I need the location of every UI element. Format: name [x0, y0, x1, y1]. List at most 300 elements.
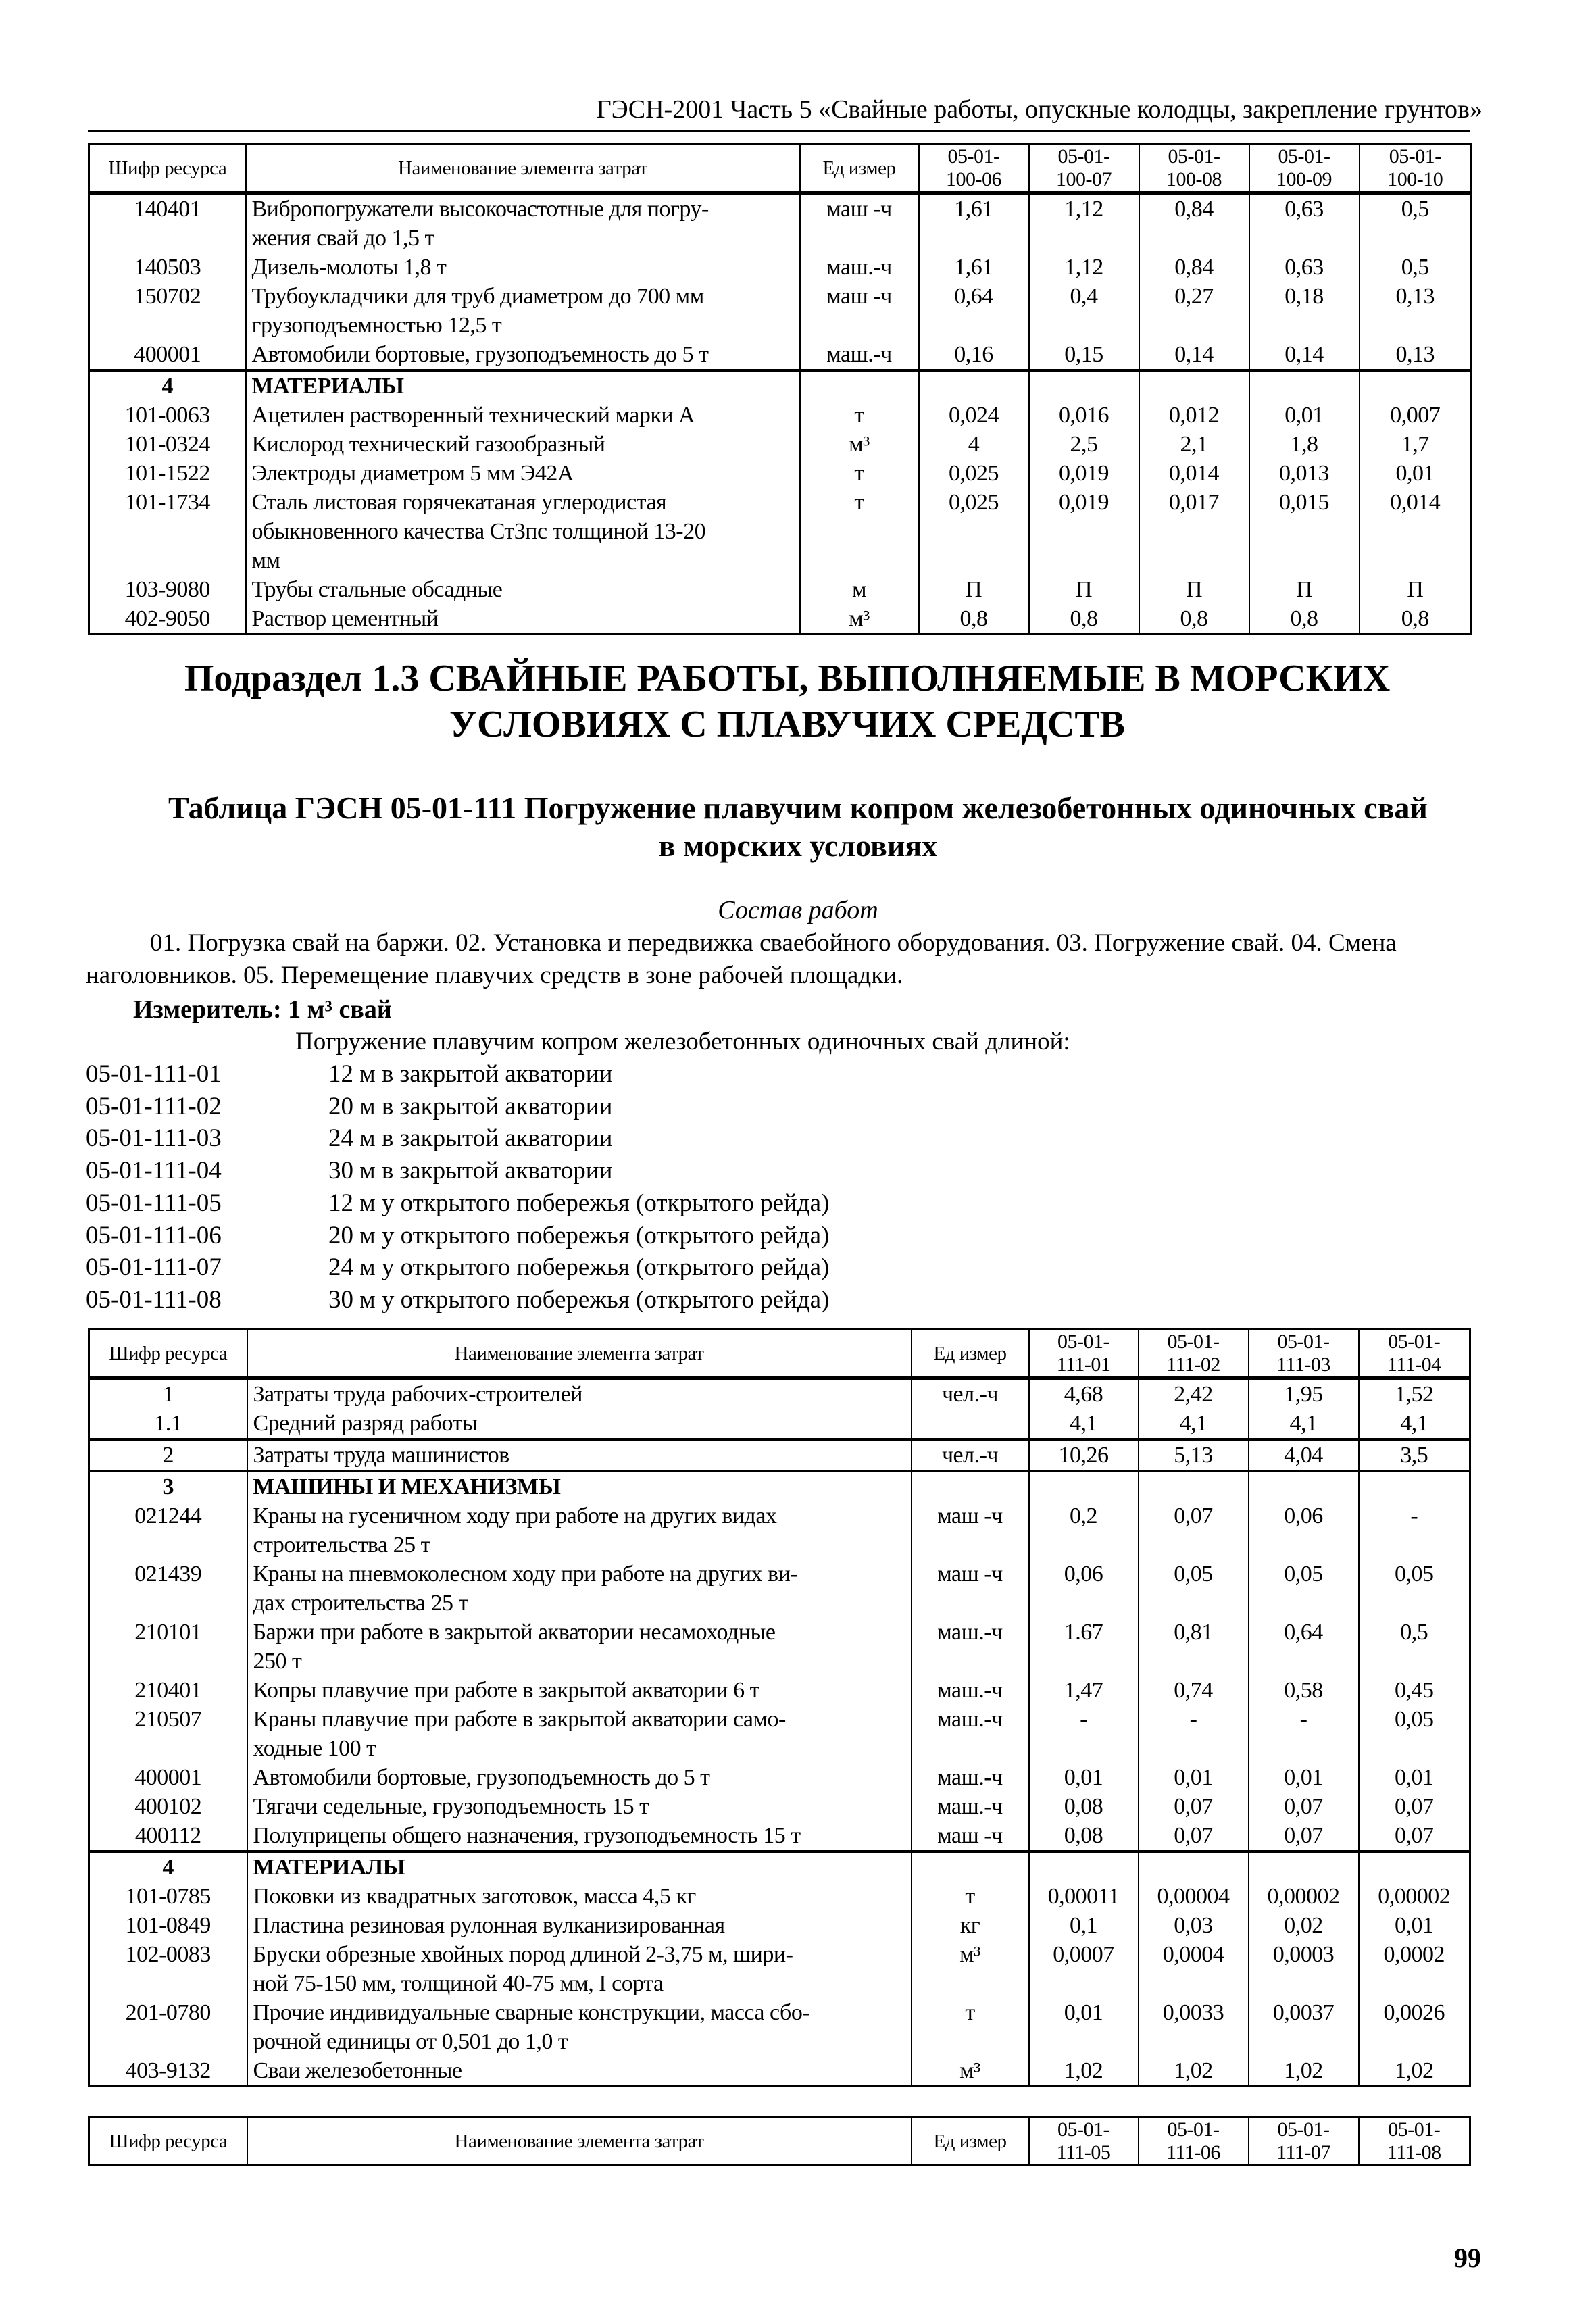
resource-name: Электроды диаметром 5 мм Э42А	[246, 459, 800, 488]
header-name: Наименование элемента затрат	[247, 2118, 912, 2166]
resource-name: Бруски обрезные хвойных пород длиной 2-3,75 м, шири- ной 75-150 мм, толщиной 40-75 мм, I сорта	[247, 1940, 912, 1998]
resource-value: 0,0026	[1359, 1998, 1470, 2056]
resource-value: 0,06	[1029, 1560, 1139, 1618]
resource-name: МАТЕРИАЛЫ	[246, 370, 800, 401]
resource-value: 0,8	[1249, 604, 1360, 634]
table-row	[89, 1439, 1470, 1471]
composition-label: Состав работ	[718, 896, 878, 924]
table-row	[89, 1792, 1470, 1821]
resource-value: 0,14	[1139, 340, 1249, 370]
resource-value: 1,7	[1360, 430, 1472, 459]
resource-unit: т	[912, 1882, 1029, 1911]
resource-code: 101-0063	[89, 401, 246, 430]
resource-value: 0,13	[1360, 282, 1472, 340]
resource-value: 0,06	[1249, 1501, 1359, 1560]
resource-name: Поковки из квадратных заготовок, масса 4,5 кг	[247, 1882, 912, 1911]
resource-value: 4	[919, 430, 1029, 459]
resource-value: 1,61	[919, 253, 1029, 282]
header-variant: 05-01- 100-07	[1029, 145, 1139, 193]
resource-value: 0,05	[1139, 1560, 1249, 1618]
table-row	[89, 1911, 1470, 1940]
resource-value	[1139, 1851, 1249, 1882]
resource-value: 0,14	[1249, 340, 1360, 370]
resource-value: 0,07	[1139, 1821, 1249, 1851]
resource-value: 0,74	[1139, 1676, 1249, 1705]
resource-name: Копры плавучие при работе в закрытой акватории 6 т	[247, 1676, 912, 1705]
variant-code: 05-01-111-05	[86, 1189, 222, 1217]
resource-name: Краны на гусеничном ходу при работе на других видах строительства 25 т	[247, 1501, 912, 1560]
resource-value: 0,01	[1359, 1911, 1470, 1940]
resource-table-111-01-04	[88, 1328, 1471, 2087]
table-row	[89, 193, 1472, 253]
resource-value: 0,5	[1360, 253, 1472, 282]
resource-code: 400001	[89, 340, 246, 370]
variant-item	[86, 1058, 829, 1091]
resource-code: 201-0780	[89, 1998, 247, 2056]
resource-unit: маш.-ч	[800, 340, 919, 370]
resource-unit: маш -ч	[800, 193, 919, 253]
resource-value: П	[1029, 575, 1139, 604]
resource-value: 0,0003	[1249, 1940, 1359, 1998]
resource-value: 0,00004	[1139, 1882, 1249, 1911]
table-header	[89, 2118, 1470, 2166]
resource-value	[1359, 1471, 1470, 1501]
resource-name: Дизель-молоты 1,8 т	[246, 253, 800, 282]
resource-value: 2,42	[1139, 1378, 1249, 1410]
resource-unit: м	[800, 575, 919, 604]
table-header	[89, 145, 1472, 193]
resource-name: Вибропогружатели высокочастотные для погру- жения свай до 1,5 т	[246, 193, 800, 253]
table-row	[89, 253, 1472, 282]
resource-code: 400112	[89, 1821, 247, 1851]
table-row	[89, 575, 1472, 604]
page-number: 99	[1454, 2243, 1481, 2273]
resource-value: 0,63	[1249, 193, 1360, 253]
resource-value: 0,014	[1360, 488, 1472, 575]
resource-code: 210507	[89, 1705, 247, 1763]
resource-value: -	[1029, 1705, 1139, 1763]
resource-value: 0,007	[1360, 401, 1472, 430]
resource-name: Тягачи седельные, грузоподъемность 15 т	[247, 1792, 912, 1821]
resource-value: 4,04	[1249, 1439, 1359, 1471]
resource-value: 0,1	[1029, 1911, 1139, 1940]
resource-value: 4,68	[1029, 1378, 1139, 1410]
subsection-title: Подраздел 1.3 СВАЙНЫЕ РАБОТЫ, ВЫПОЛНЯЕМЫЕ В МОРСКИХ УСЛОВИЯХ С ПЛАВУЧИХ СРЕДСТВ	[184, 657, 1391, 745]
resource-value: 0,16	[919, 340, 1029, 370]
resource-value: 0,8	[1360, 604, 1472, 634]
header-variant: 05-01- 111-06	[1139, 2118, 1249, 2166]
resource-value: 0,07	[1139, 1501, 1249, 1560]
resource-value: 0,013	[1249, 459, 1360, 488]
resource-value: 0,63	[1249, 253, 1360, 282]
header-variant: 05-01- 100-10	[1360, 145, 1472, 193]
table-row	[89, 1763, 1470, 1792]
resource-value: 4,1	[1359, 1409, 1470, 1439]
resource-value	[1360, 370, 1472, 401]
header-unit: Ед измер	[912, 1330, 1029, 1378]
resource-code: 140401	[89, 193, 246, 253]
variant-item	[86, 1091, 829, 1123]
resource-code: 402-9050	[89, 604, 246, 634]
table-section	[89, 193, 1472, 371]
variant-list	[86, 1058, 829, 1316]
resource-value: 3,5	[1359, 1439, 1470, 1471]
resource-unit: м³	[800, 430, 919, 459]
variant-item	[86, 1187, 829, 1220]
table-header	[89, 1330, 1470, 1378]
resource-code: 150702	[89, 282, 246, 340]
resource-value: 0,00002	[1249, 1882, 1359, 1911]
header-unit: Ед измер	[912, 2118, 1029, 2166]
resource-value: 1,02	[1359, 2056, 1470, 2087]
table-row	[89, 1821, 1470, 1851]
resource-unit: маш.-ч	[912, 1792, 1029, 1821]
resource-value: 0,58	[1249, 1676, 1359, 1705]
resource-value	[1139, 1471, 1249, 1501]
resource-value: 1,52	[1359, 1378, 1470, 1410]
resource-value: 0,84	[1139, 193, 1249, 253]
resource-value: 0,07	[1249, 1821, 1359, 1851]
resource-value: 0,4	[1029, 282, 1139, 340]
resource-value: 0,019	[1029, 488, 1139, 575]
resource-unit: м³	[912, 2056, 1029, 2087]
header-unit: Ед измер	[800, 145, 919, 193]
resource-value: 0,0007	[1029, 1940, 1139, 1998]
header-code: Шифр ресурса	[89, 1330, 247, 1378]
resource-code: 2	[89, 1439, 247, 1471]
resource-value: 0,025	[919, 488, 1029, 575]
resource-value: 0,8	[1139, 604, 1249, 634]
resource-unit: т	[800, 459, 919, 488]
resource-unit: т	[800, 488, 919, 575]
resource-value: 0,5	[1359, 1618, 1470, 1676]
resource-table-111-05-08-header	[88, 2116, 1471, 2166]
resource-value: 0,01	[1029, 1763, 1139, 1792]
header-variant: 05-01- 111-03	[1249, 1330, 1359, 1378]
variant-description: 20 м в закрытой акватории	[328, 1092, 613, 1120]
resource-value: 1,02	[1029, 2056, 1139, 2087]
resource-value	[1249, 1851, 1359, 1882]
table-row	[89, 1705, 1470, 1763]
resource-unit: маш.-ч	[912, 1705, 1029, 1763]
resource-unit: т	[800, 401, 919, 430]
resource-value: 0,01	[1249, 1763, 1359, 1792]
resource-code: 400102	[89, 1792, 247, 1821]
resource-unit: т	[912, 1998, 1029, 2056]
variant-code: 05-01-111-03	[86, 1124, 222, 1153]
resource-unit: чел.-ч	[912, 1378, 1029, 1410]
table-section	[89, 1851, 1470, 2087]
variant-item	[86, 1251, 829, 1284]
resource-value: 0,017	[1139, 488, 1249, 575]
resource-value: 0,13	[1360, 340, 1472, 370]
resource-value: 0,07	[1249, 1792, 1359, 1821]
table-row	[89, 1409, 1470, 1439]
resource-value: 1,12	[1029, 253, 1139, 282]
resource-name: Пластина резиновая рулонная вулканизированная	[247, 1911, 912, 1940]
resource-value: 0,27	[1139, 282, 1249, 340]
header-variant: 05-01- 111-01	[1029, 1330, 1139, 1378]
resource-value: 0,81	[1139, 1618, 1249, 1676]
resource-code: 210101	[89, 1618, 247, 1676]
resource-value: 1,47	[1029, 1676, 1139, 1705]
resource-unit: маш.-ч	[800, 253, 919, 282]
resource-unit: маш -ч	[912, 1560, 1029, 1618]
table-row	[89, 459, 1472, 488]
resource-value: 1,61	[919, 193, 1029, 253]
resource-value: 0,02	[1249, 1911, 1359, 1940]
resource-value: 0,0002	[1359, 1940, 1470, 1998]
resource-value: 0,18	[1249, 282, 1360, 340]
resource-value: 1.67	[1029, 1618, 1139, 1676]
table-row	[89, 1471, 1470, 1501]
header-row	[89, 2118, 1470, 2166]
variant-description: 30 м в закрытой акватории	[328, 1157, 613, 1185]
resource-value: 0,8	[1029, 604, 1139, 634]
resource-value: 0,05	[1359, 1705, 1470, 1763]
resource-unit: маш -ч	[800, 282, 919, 340]
header-variant: 05-01- 111-08	[1359, 2118, 1470, 2166]
table-row	[89, 1618, 1470, 1676]
resource-value: 0,01	[1139, 1763, 1249, 1792]
resource-unit: чел.-ч	[912, 1439, 1029, 1471]
header-variant: 05-01- 111-07	[1249, 2118, 1359, 2166]
table-section	[89, 370, 1472, 634]
resource-name: Трубоукладчики для труб диаметром до 700 мм грузоподъемностью 12,5 т	[246, 282, 800, 340]
resource-value: 4,1	[1029, 1409, 1139, 1439]
resource-unit: м³	[800, 604, 919, 634]
resource-name: Затраты труда машинистов	[247, 1439, 912, 1471]
table-row	[89, 1851, 1470, 1882]
table-row	[89, 340, 1472, 370]
resource-value	[1359, 1851, 1470, 1882]
table-row	[89, 282, 1472, 340]
table-row	[89, 604, 1472, 634]
resource-unit	[800, 370, 919, 401]
resource-code: 4	[89, 1851, 247, 1882]
resource-unit: маш -ч	[912, 1501, 1029, 1560]
variant-code: 05-01-111-08	[86, 1285, 222, 1314]
resource-value: 10,26	[1029, 1439, 1139, 1471]
measure-unit: Измеритель: 1 м³ свай	[133, 995, 392, 1024]
resource-value: П	[1139, 575, 1249, 604]
header-variant: 05-01- 100-06	[919, 145, 1029, 193]
resource-value: 0,07	[1359, 1792, 1470, 1821]
resource-value: 0,01	[1359, 1763, 1470, 1792]
resource-value: 4,1	[1249, 1409, 1359, 1439]
header-variant: 05-01- 111-04	[1359, 1330, 1470, 1378]
header-variant: 05-01- 111-05	[1029, 2118, 1139, 2166]
variant-item	[86, 1220, 829, 1252]
variant-code: 05-01-111-06	[86, 1221, 222, 1249]
resource-value: 0,0033	[1139, 1998, 1249, 2056]
variant-description: 24 м в закрытой акватории	[328, 1124, 613, 1153]
resource-unit: маш -ч	[912, 1821, 1029, 1851]
resource-value: 0,012	[1139, 401, 1249, 430]
resource-value: 0,07	[1359, 1821, 1470, 1851]
table-row	[89, 1998, 1470, 2056]
resource-unit: маш.-ч	[912, 1676, 1029, 1705]
table-row	[89, 1378, 1470, 1410]
resource-unit	[912, 1471, 1029, 1501]
resource-value: -	[1249, 1705, 1359, 1763]
resource-code: 101-1734	[89, 488, 246, 575]
variant-code: 05-01-111-04	[86, 1157, 222, 1185]
resource-name: Трубы стальные обсадные	[246, 575, 800, 604]
table-row	[89, 1676, 1470, 1705]
resource-name: Краны плавучие при работе в закрытой акватории само- ходные 100 т	[247, 1705, 912, 1763]
resource-code: 403-9132	[89, 2056, 247, 2087]
resource-value: 0,2	[1029, 1501, 1139, 1560]
resource-name: Раствор цементный	[246, 604, 800, 634]
resource-value: 0,64	[919, 282, 1029, 340]
resource-name: Баржи при работе в закрытой акватории несамоходные 250 т	[247, 1618, 912, 1676]
resource-table-100	[88, 143, 1472, 635]
resource-value: 0,08	[1029, 1792, 1139, 1821]
resource-value: 0,01	[1360, 459, 1472, 488]
resource-code: 400001	[89, 1763, 247, 1792]
resource-value: 0,014	[1139, 459, 1249, 488]
resource-value: П	[919, 575, 1029, 604]
resource-value: 0,8	[919, 604, 1029, 634]
resource-name: Кислород технический газообразный	[246, 430, 800, 459]
header-row	[89, 145, 1472, 193]
resource-value: 4,1	[1139, 1409, 1249, 1439]
resource-value: 1,12	[1029, 193, 1139, 253]
resource-name: Средний разряд работы	[247, 1409, 912, 1439]
resource-value: 0,015	[1249, 488, 1360, 575]
composition-text: 01. Погрузка свай на баржи. 02. Установка и передвижка сваебойного оборудования. 03. Погружение свай. 04. Смена наголовников. 05. Перемещение плавучих средств в зоне рабочей площадки.	[86, 929, 1397, 989]
variants-intro: Погружение плавучим копром железобетонных одиночных свай длиной:	[295, 1028, 1070, 1055]
resource-code: 021439	[89, 1560, 247, 1618]
running-header: ГЭСН-2001 Часть 5 «Свайные работы, опускные колодцы, закрепление грунтов»	[596, 95, 1482, 124]
resource-code: 1.1	[89, 1409, 247, 1439]
table-row	[89, 1940, 1470, 1998]
resource-value: 0,00002	[1359, 1882, 1470, 1911]
table-section	[89, 1439, 1470, 1471]
variant-description: 24 м у открытого побережья (открытого рейда)	[328, 1253, 830, 1282]
resource-value: 1,95	[1249, 1378, 1359, 1410]
resource-value: 0,024	[919, 401, 1029, 430]
header-name: Наименование элемента затрат	[246, 145, 800, 193]
resource-unit: маш.-ч	[912, 1763, 1029, 1792]
header-code: Шифр ресурса	[89, 145, 246, 193]
header-variant: 05-01- 111-02	[1139, 1330, 1249, 1378]
resource-value	[919, 370, 1029, 401]
resource-value: 2,1	[1139, 430, 1249, 459]
resource-value	[1139, 370, 1249, 401]
resource-value: П	[1360, 575, 1472, 604]
resource-value: 0,01	[1029, 1998, 1139, 2056]
resource-value: 0,07	[1139, 1792, 1249, 1821]
header-row	[89, 1330, 1470, 1378]
resource-code: 140503	[89, 253, 246, 282]
resource-value: 0,025	[919, 459, 1029, 488]
resource-code: 103-9080	[89, 575, 246, 604]
resource-value: 5,13	[1139, 1439, 1249, 1471]
resource-name: Автомобили бортовые, грузоподъемность до 5 т	[246, 340, 800, 370]
resource-code: 021244	[89, 1501, 247, 1560]
resource-value: 0,01	[1249, 401, 1360, 430]
resource-code: 101-1522	[89, 459, 246, 488]
variant-item	[86, 1155, 829, 1187]
table-row	[89, 430, 1472, 459]
resource-value: 0,019	[1029, 459, 1139, 488]
resource-value	[1249, 1471, 1359, 1501]
table-row	[89, 401, 1472, 430]
variant-description: 12 м у открытого побережья (открытого рейда)	[328, 1189, 830, 1217]
resource-value: 0,03	[1139, 1911, 1249, 1940]
resource-value: 1,02	[1139, 2056, 1249, 2087]
resource-code: 3	[89, 1471, 247, 1501]
resource-unit: м³	[912, 1940, 1029, 1998]
resource-value: 0,0037	[1249, 1998, 1359, 2056]
resource-value: П	[1249, 575, 1360, 604]
resource-value: -	[1359, 1501, 1470, 1560]
resource-code: 101-0849	[89, 1911, 247, 1940]
resource-value	[1029, 1851, 1139, 1882]
resource-unit	[912, 1409, 1029, 1439]
variant-item	[86, 1284, 829, 1316]
resource-name: МАТЕРИАЛЫ	[247, 1851, 912, 1882]
table-row	[89, 488, 1472, 575]
resource-unit: маш.-ч	[912, 1618, 1029, 1676]
resource-value: 0,08	[1029, 1821, 1139, 1851]
resource-value: 1,8	[1249, 430, 1360, 459]
table-row	[89, 1501, 1470, 1560]
header-divider	[88, 130, 1470, 132]
resource-name: Сваи железобетонные	[247, 2056, 912, 2087]
resource-name: Прочие индивидуальные сварные конструкции, масса сбо- рочной единицы от 0,501 до 1,0 т	[247, 1998, 912, 2056]
variant-description: 20 м у открытого побережья (открытого рейда)	[328, 1221, 830, 1249]
resource-value: 0,016	[1029, 401, 1139, 430]
resource-name: Затраты труда рабочих-строителей	[247, 1378, 912, 1410]
variant-description: 30 м у открытого побережья (открытого рейда)	[328, 1285, 830, 1314]
table-row	[89, 370, 1472, 401]
resource-value: 0,0004	[1139, 1940, 1249, 1998]
header-variant: 05-01- 100-08	[1139, 145, 1249, 193]
resource-code: 4	[89, 370, 246, 401]
resource-code: 101-0785	[89, 1882, 247, 1911]
resource-value: 2,5	[1029, 430, 1139, 459]
resource-value: 1,02	[1249, 2056, 1359, 2087]
resource-name: Сталь листовая горячекатаная углеродистая обыкновенного качества Ст3пс толщиной 13-20 мм	[246, 488, 800, 575]
variant-code: 05-01-111-02	[86, 1092, 222, 1120]
resource-name: Краны на пневмоколесном ходу при работе на других ви- дах строительства 25 т	[247, 1560, 912, 1618]
header-variant: 05-01- 100-09	[1249, 145, 1360, 193]
resource-value	[1249, 370, 1360, 401]
header-code: Шифр ресурса	[89, 2118, 247, 2166]
resource-unit: кг	[912, 1911, 1029, 1940]
resource-value: -	[1139, 1705, 1249, 1763]
resource-value: 0,00011	[1029, 1882, 1139, 1911]
resource-value: 0,15	[1029, 340, 1139, 370]
resource-code: 102-0083	[89, 1940, 247, 1998]
resource-name: Автомобили бортовые, грузоподъемность до 5 т	[247, 1763, 912, 1792]
variant-item	[86, 1122, 829, 1155]
resource-value: 0,05	[1359, 1560, 1470, 1618]
resource-value: 0,5	[1360, 193, 1472, 253]
resource-name: Полуприцепы общего назначения, грузоподъемность 15 т	[247, 1821, 912, 1851]
table-title: Таблица ГЭСН 05-01-111 Погружение плавучим копром железобетонных одиночных свай в морских условиях	[168, 791, 1428, 863]
table-section	[89, 1378, 1470, 1440]
resource-unit	[912, 1851, 1029, 1882]
resource-name: МАШИНЫ И МЕХАНИЗМЫ	[247, 1471, 912, 1501]
table-row	[89, 1560, 1470, 1618]
resource-value	[1029, 1471, 1139, 1501]
resource-value: 0,84	[1139, 253, 1249, 282]
resource-code: 210401	[89, 1676, 247, 1705]
